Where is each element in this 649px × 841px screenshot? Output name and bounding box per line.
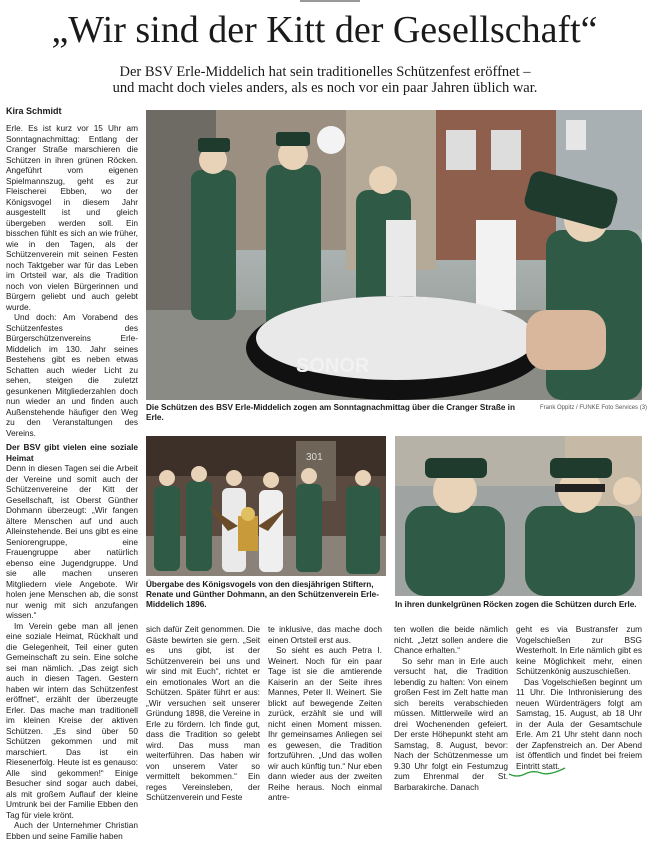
- storefront-number: 301: [306, 452, 323, 463]
- drum-brand-text: SONOR: [296, 355, 370, 377]
- paragraph: Erle. Es ist kurz vor 15 Uhr am Sonntagnachmittag: Entlang der Cranger Straße marschieren die Schützen in ihren grünen Röcken. Angeführt vom eigenen Spielmannszug, geht es zur Fleischerei Ebben, wo der Königsvogel in diesem Jahr ausgestellt ist und gleich übergeben werden soll. Ein bisschen fühlt es sich an wie früher, wie in den Tagen, als der Schützenverein mit seinen Festen noch Taktgeber war für das Leben im Ortsteil war, als die Tradition noch von vielen Bürgerinnen und Bürgern geliebt und auch gelebt wurde.: [6, 123, 138, 312]
- deck-line-1: Der BSV Erle-Middelich hat sein traditionelles Schützenfest eröffnet –: [119, 64, 531, 80]
- paragraph: So sehr man in Erle auch versucht hat, die Tradition lebendig zu halten: Von einem großen Fest im Zelt hatte man sich bereits verabschieden müssen. Mittlerweile wird an drei Wochenenden gefeiert. Der erste Höhepunkt steht am Samstag, 8. August, bevor: Nach der Schützenmesse um 9.30 Uhr folgt ein Festumzug zum Ehrenmal der St. Barbarakirche. Danach: [394, 655, 508, 792]
- subheading: Der BSV gibt vielen eine soziale Heimat: [6, 442, 138, 463]
- paragraph: Denn in diesen Tagen sei die Arbeit der Vereine und somit auch der Schützenvereine der Kitt der Gesellschaft, ist Oberst Günther Dohmann überzeugt: „Wir fangen ältere Menschen auf und auch Alleinstehende. Bei uns gibt es eine Seniorengruppe, eine Frauengruppe aber natürlich ebenso eine Jugendgruppe. Und sie alle machen unseren Mitgliedern viele Angebote. Wir holen jene Menschen ab, die sonst nur wenig mit sich anzufangen wissen.“: [6, 463, 138, 620]
- deck: [60, 64, 590, 96]
- paragraph: te inklusive, das mache doch einen Ortsteil erst aus.: [268, 624, 382, 645]
- lower-right-photo: [395, 436, 642, 596]
- text-column-1: [6, 123, 138, 841]
- lower-right-caption: In ihren dunkelgrünen Röcken zogen die Schützen durch Erle.: [395, 600, 637, 609]
- photo-credit: Frank Oppitz / FUNKE Foto Services (3): [540, 405, 648, 411]
- paragraph: sich dafür Zeit genommen. Die Gäste bewirten sie gern. „Seit es uns gibt, ist der Schützenverein bei uns und wir sind mit Euch“, richtet er ein emotionales Wort an die Schützen. Später führt er aus: „Wir versuchen seit unserer Gründung 1898, die Vereine in Erle zu fördern. Ich finde gut, dass die Tradition so gelebt wird. Das muss man weiterführen. Das haben wir von unserem Vater so vermittelt bekommen.“ Ein reges Vereinsleben, der Schützenverein und Feste: [146, 624, 260, 802]
- lower-left-photo: [146, 436, 386, 576]
- text-column-5: [516, 624, 642, 784]
- deck-line-2: und macht doch vieles anders, als es noch vor ein paar Jahren üblich war.: [112, 80, 538, 96]
- paragraph: Im Verein gebe man all jenen eine soziale Heimat, Rückhalt und die Gelegenheit, Teil einer guten Gemeinschaft zu sein. Eine solche sei man nämlich. „Das zeigt sich auch in diesen Tagen. Gestern haben wir intern das Schützenfest eröffnet“, erzählt der überzeugte Erler. Das mache man traditionell im kleinen Kreise der aktiven Schützen. „Es sind über 50 Schützen gekommen und mit marschiert. Das ist ein Riesenerfolg. Heute ist es genauso: Alle sind gekommen!“ Einige Besucher sind sogar auch dabei, als mit großem Auflauf der kleine Umtrunk bei der Familie Ebben den Tag für viele krönt.: [6, 620, 138, 820]
- text-column-2: [146, 624, 260, 802]
- paragraph: Das Vogelschießen beginnt um 11 Uhr. Die Inthronisierung des neuen Würdenträgers folgt am Samstag, 15. August, ab 18 Uhr in der Aula der Gesamtschule Erle. Am 21 Uhr steht dann noch der Zapfenstreich an. Der Abend ist öffentlich und findet bei freiem Eintritt statt.: [516, 676, 642, 771]
- text-column-3: [268, 624, 382, 802]
- paragraph: So sieht es auch Petra I. Weinert. Noch für ein paar Tage ist sie die amtierende Kaiserin an der Seite ihres Mannes, Peter II. Weinert. Sie blickt auf bewegende Zeiten zurück, erzählt sie und will nicht einen Moment missen. Ihr gemeinsames Anliegen sei es gewesen, die Tradition fortzuführen. „Und das wollen wir auch künftig tun.“ Nur eben dann wieder aus der zweiten Reihe heraus. Noch einmal antre-: [268, 645, 382, 802]
- paragraph: ten wollen die beide nämlich nicht. „Jetzt sollen andere die Chance erhalten.“: [394, 624, 508, 655]
- paragraph: geht es via Bustransfer zum Vogelschießen zur BSG Westerholt. In Erle nämlich gibt es keine Möglichkeit mehr, einen Schützenkönig auszuschießen.: [516, 624, 642, 676]
- lower-left-caption: Übergabe des Königsvogels von den diesjährigen Stiftern, Renate und Günther Dohmann, an den Schützenverein Erle-Middelich 1896.: [146, 580, 379, 609]
- paragraph: Auch der Unternehmer Christian Ebben und seine Familie haben: [6, 820, 138, 841]
- pen-mark-underline: [507, 764, 567, 780]
- top-rule: [300, 0, 360, 2]
- main-photo-caption: Die Schützen des BSV Erle-Middelich zogen am Sonntagnachmittag über die Cranger Straße in Erle.: [146, 403, 515, 422]
- text-column-4: [394, 624, 508, 792]
- headline: „Wir sind der Kitt der Gesellschaft“: [51, 9, 598, 51]
- paragraph: Und doch: Am Vorabend des Schützenfestes des Bürgerschützenvereins Erle-Middelich im 130. Jahr seines Bestehens gibt es neben etwas Schatten auch wieder Licht zu sehen, steigen die zuletzt gesunkenen Mitgliederzahlen doch nun wieder an und finden auch Außenstehende häufiger den Weg zu den Veranstaltungen des Vereins.: [6, 312, 138, 438]
- main-photo: [146, 110, 642, 400]
- byline: Kira Schmidt: [6, 106, 62, 116]
